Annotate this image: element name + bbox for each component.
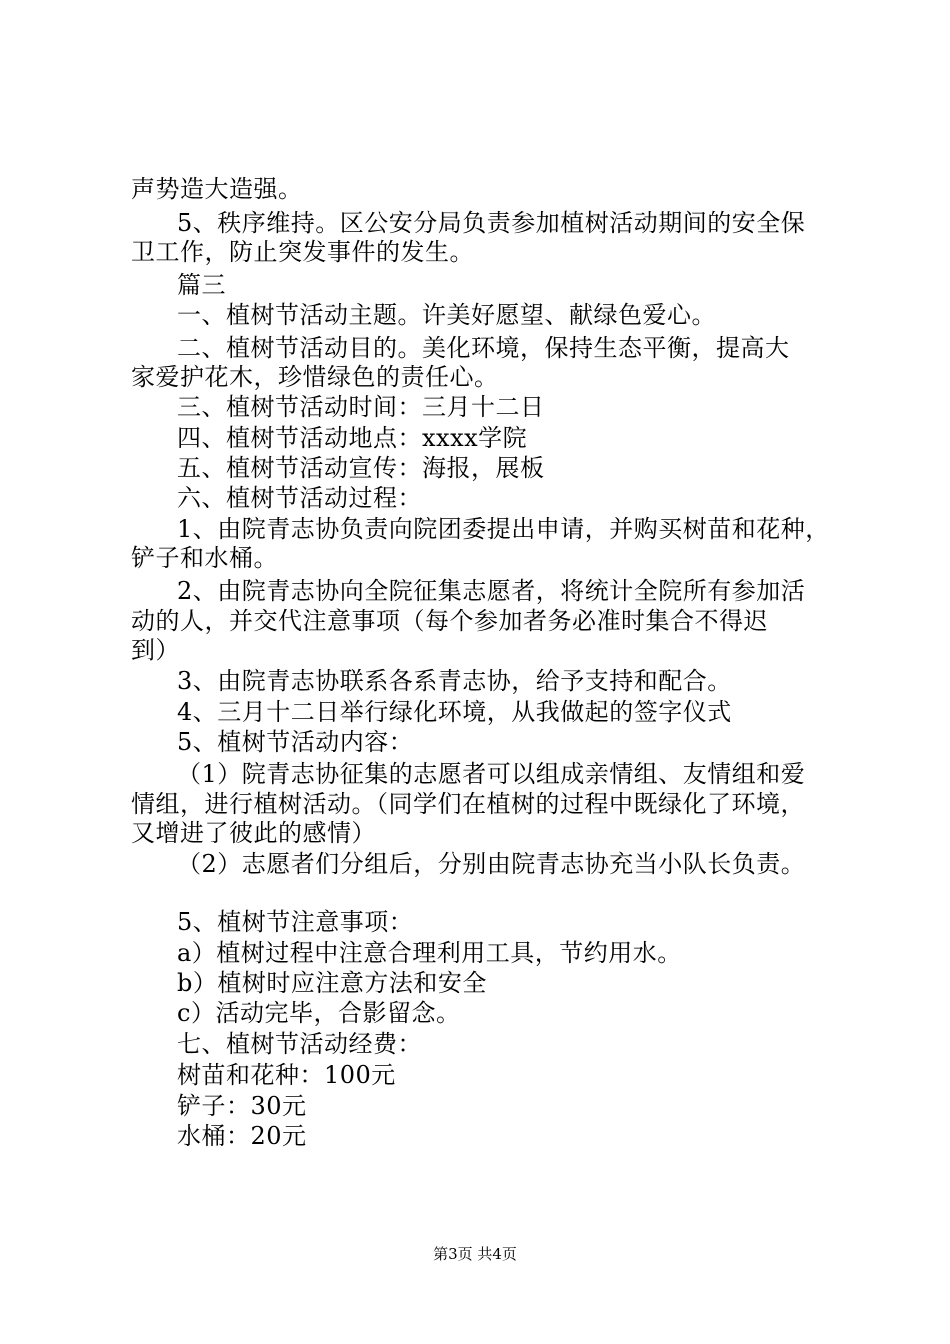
text-line: 二、植树节活动目的。美化环境，保持生态平衡，提高大: [177, 334, 790, 362]
text-line: 一、植树节活动主题。许美好愿望、献绿色爱心。: [177, 301, 716, 329]
text-line: （1）院青志协征集的志愿者可以组成亲情组、友情组和爱: [177, 760, 806, 788]
text-line: 六、植树节活动过程：: [177, 484, 422, 512]
text-line: b）植树时应注意方法和安全: [177, 969, 487, 997]
text-line: 1、由院青志协负责向院团委提出申请，并购买树苗和花种，: [177, 515, 830, 543]
text-line: 2、由院青志协向全院征集志愿者，将统计全院所有参加活: [177, 577, 806, 605]
text-line: 铲子：30元: [177, 1092, 307, 1120]
text-line: 5、植树节活动内容：: [177, 728, 414, 756]
text-line: 动的人，并交代注意事项（每个参加者务必准时集合不得迟: [131, 607, 768, 635]
text-line: 家爱护花木，珍惜绿色的责任心。: [131, 363, 499, 391]
text-line: （2）志愿者们分组后，分别由院青志协充当小队长负责。: [177, 850, 806, 878]
text-line: 又增进了彼此的感情）: [131, 819, 376, 847]
text-line: 卫工作，防止突发事件的发生。: [131, 238, 474, 266]
text-line: 铲子和水桶。: [131, 544, 278, 572]
text-line: 三、植树节活动时间：三月十二日: [177, 393, 545, 421]
text-line: 4、三月十二日举行绿化环境，从我做起的签字仪式: [177, 698, 732, 726]
page-footer: 第3页 共4页: [433, 1245, 517, 1263]
text-line: 情组，进行植树活动。（同学们在植树的过程中既绿化了环境，: [131, 790, 805, 818]
text-line: 五、植树节活动宣传：海报，展板: [177, 454, 545, 482]
text-line: 七、植树节活动经费：: [177, 1030, 422, 1058]
text-line: 3、由院青志协联系各系青志协，给予支持和配合。: [177, 667, 732, 695]
text-line: 四、植树节活动地点：xxxx学院: [177, 424, 528, 452]
section-heading: 篇三: [177, 271, 226, 299]
text-line: 声势造大造强。: [131, 175, 303, 203]
text-line: 到）: [131, 636, 180, 664]
text-line: 5、秩序维持。区公安分局负责参加植树活动期间的安全保: [177, 209, 806, 237]
text-line: a）植树过程中注意合理利用工具，节约用水。: [177, 939, 682, 967]
text-line: c）活动完毕，合影留念。: [177, 999, 461, 1027]
text-line: 5、植树节注意事项：: [177, 908, 414, 936]
text-line: 水桶：20元: [177, 1122, 307, 1150]
text-line: 树苗和花种：100元: [177, 1061, 396, 1089]
